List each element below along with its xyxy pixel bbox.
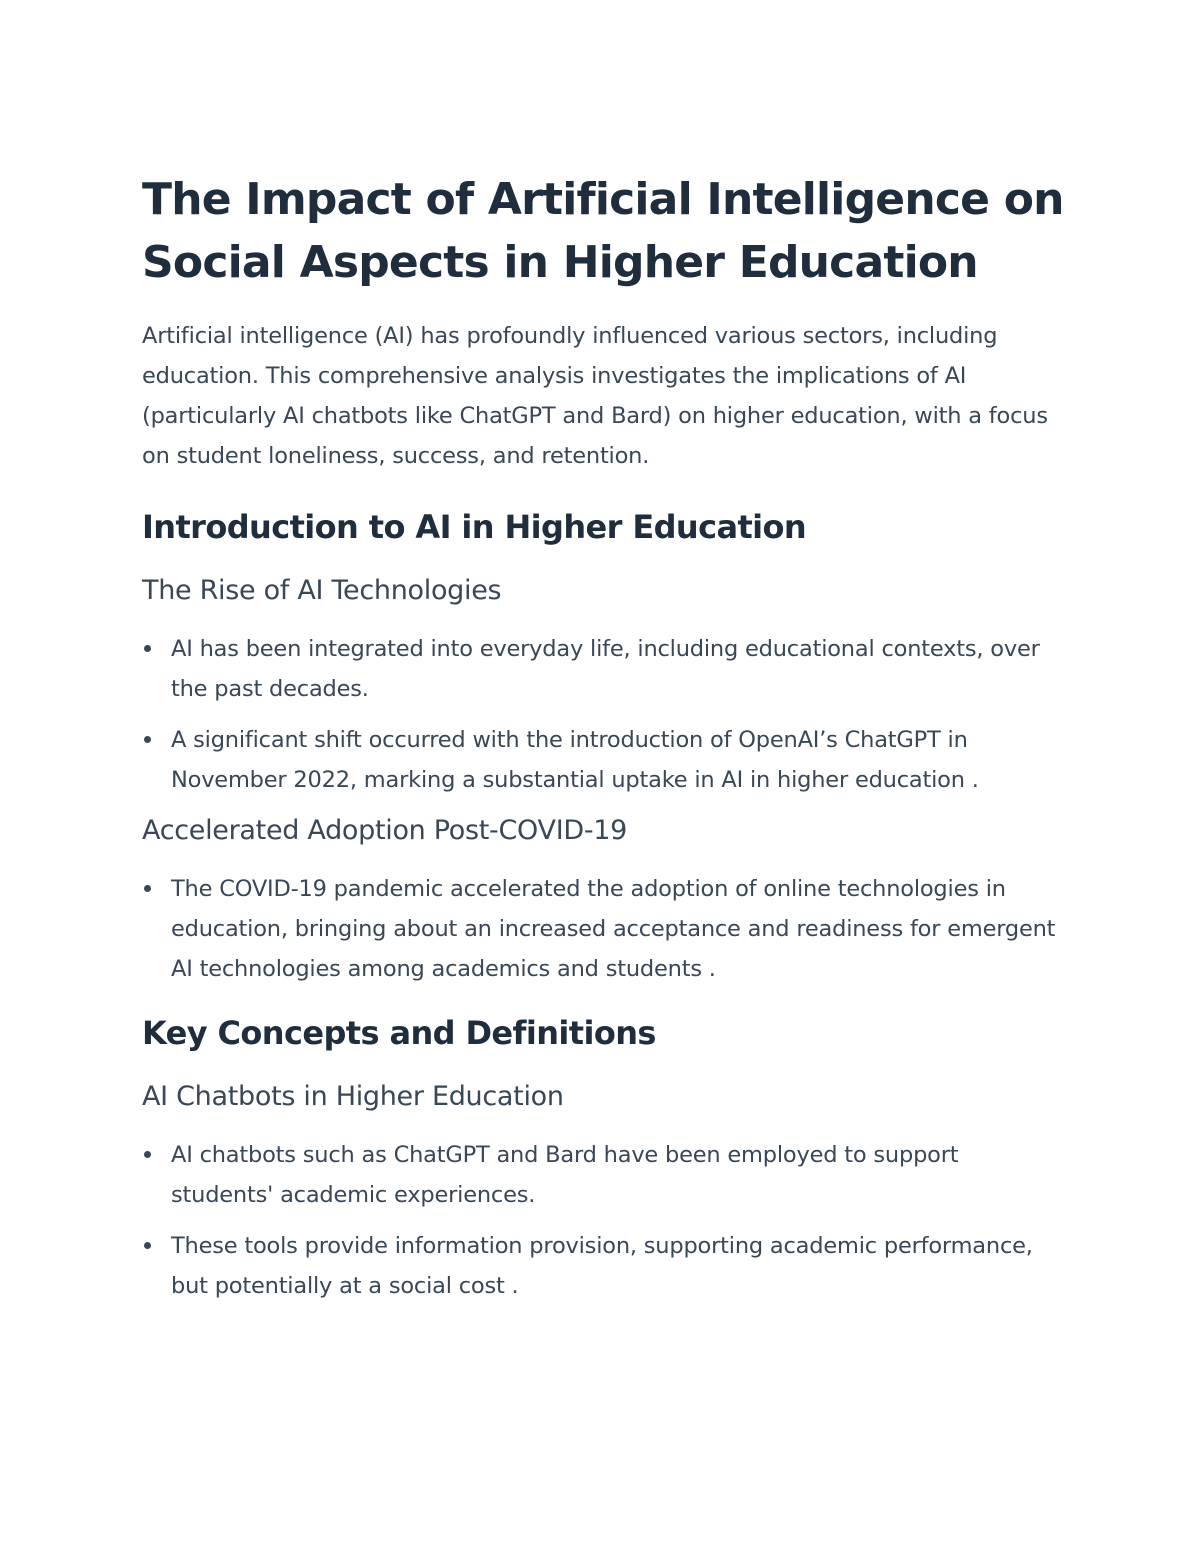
list-item-text: AI chatbots such as ChatGPT and Bard have been employed to support students' academic experiences. <box>171 1142 959 1208</box>
bullet-list-covid-adoption <box>142 869 1067 989</box>
bullet-list-ai-chatbots <box>142 1135 1067 1306</box>
subsection-heading-covid-adoption: Accelerated Adoption Post-COVID-19 <box>142 815 628 846</box>
list-item-text: AI has been integrated into everyday life, including educational contexts, over the past decades. <box>171 636 1040 702</box>
list-item <box>142 629 1067 709</box>
subsection-heading-ai-chatbots: AI Chatbots in Higher Education <box>142 1081 564 1112</box>
bullet-dot-icon <box>144 1242 151 1249</box>
list-item-text: A significant shift occurred with the introduction of OpenAI’s ChatGPT in November 2022, marking a substantial uptake in AI in higher education . <box>171 727 979 793</box>
list-item <box>142 869 1067 989</box>
section-heading-introduction: Introduction to AI in Higher Education <box>142 508 807 546</box>
list-item-text: The COVID-19 pandemic accelerated the adoption of online technologies in education, bringing about an increased acceptance and readiness for emergent AI technologies among academics and students . <box>171 876 1056 982</box>
bullet-list-rise-of-ai <box>142 629 1067 800</box>
section-heading-key-concepts: Key Concepts and Definitions <box>142 1014 656 1052</box>
document-page <box>142 168 1067 1306</box>
document-title: The Impact of Artificial Intelligence on Social Aspects in Higher Education <box>142 174 1064 288</box>
bullet-dot-icon <box>144 645 151 652</box>
intro-paragraph: Artificial intelligence (AI) has profoundly influenced various sectors, including education. This comprehensive analysis investigates the implications of AI (particularly AI chatbots like ChatGPT and Bard) on higher education, with a focus on student loneliness, success, and retention. <box>142 323 1048 469</box>
list-item <box>142 1135 1067 1215</box>
list-item <box>142 720 1067 800</box>
bullet-dot-icon <box>144 1151 151 1158</box>
subsection-heading-rise-of-ai: The Rise of AI Technologies <box>142 575 502 606</box>
bullet-dot-icon <box>144 736 151 743</box>
list-item-text: These tools provide information provision, supporting academic performance, but potentially at a social cost . <box>171 1233 1033 1299</box>
bullet-dot-icon <box>144 885 151 892</box>
list-item <box>142 1226 1067 1306</box>
